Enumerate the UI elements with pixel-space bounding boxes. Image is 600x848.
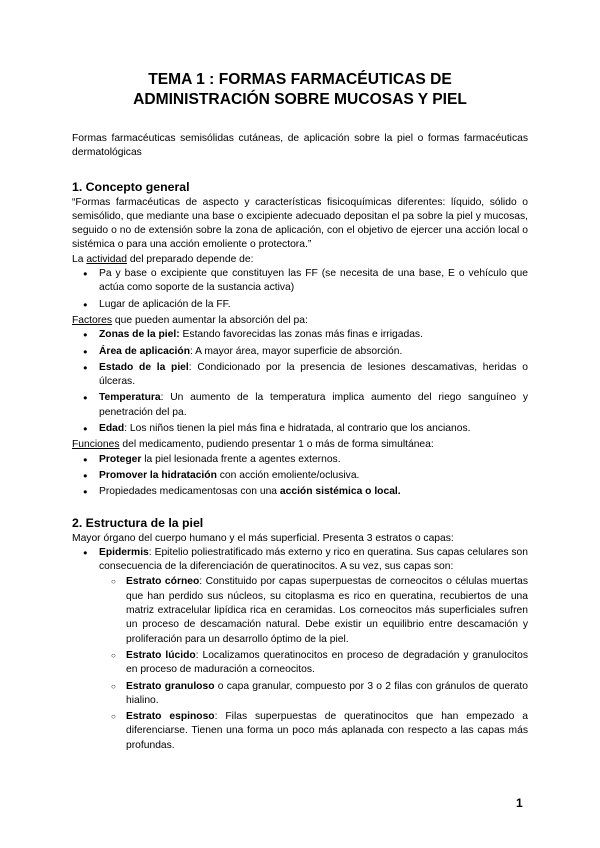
item-text: o capa granular, compuesto por 3 o 2 filas con gránulos de querato hialino. xyxy=(126,680,528,706)
item-term: Estrato granuloso xyxy=(126,680,215,692)
list-item xyxy=(72,469,528,483)
title-line-2: ADMINISTRACIÓN SOBRE MUCOSAS Y PIEL xyxy=(133,91,467,108)
item-term: Área de aplicación xyxy=(99,345,190,357)
list-item xyxy=(72,345,528,359)
intro-paragraph: Formas farmacéuticas semisólidas cutáneas, de aplicación sobre la piel o formas farmacéuticas dermatológicas xyxy=(72,133,528,159)
factores-list xyxy=(72,328,528,436)
list-item xyxy=(72,391,528,420)
list-item xyxy=(72,361,528,390)
list-item: ● Lugar de aplicación de la FF. xyxy=(72,298,528,312)
list-item xyxy=(72,485,528,499)
factores-post: que pueden aumentar la absorción del pa: xyxy=(112,314,308,326)
item-text: : Los niños tienen la piel más fina e hidratada, al contrario que los ancianos. xyxy=(124,423,471,435)
list-item xyxy=(72,453,528,467)
skin-layers-list xyxy=(72,546,528,753)
actividad-post: del preparado depende de: xyxy=(126,253,254,265)
epidermis-strata-list xyxy=(99,575,528,753)
item-term: Estrato córneo xyxy=(126,576,200,588)
factores-intro xyxy=(72,314,528,328)
item-term: Zonas de la piel: xyxy=(99,329,180,341)
item-text: la piel lesionada frente a agentes externos. xyxy=(141,453,341,465)
item-text: con acción emoliente/oclusiva. xyxy=(216,469,360,481)
item-text: : Filas superpuestas de queratinocitos que han empezado a diferenciarse. Tienen una forma un poco más aplanada con respecto a las capas más profundas. xyxy=(126,711,528,751)
item-text: Estando favorecidas las zonas más finas e irrigadas. xyxy=(179,329,423,341)
actividad-pre: La xyxy=(72,253,87,265)
list-item-epidermis xyxy=(72,546,528,753)
item-text: Propiedades medicamentosas con una xyxy=(99,486,280,498)
funciones-post: del medicamento, pudiendo presentar 1 o más de forma simultánea: xyxy=(119,439,434,451)
section-2-heading: 2. Estructura de la piel xyxy=(72,515,204,530)
list-item xyxy=(99,710,528,753)
section-1-heading: 1. Concepto general xyxy=(72,179,190,194)
item-text: : Localizamos queratinocitos en proceso de degradación y granulocitos en proceso de maduración a corneocitos. xyxy=(126,649,528,676)
item-text: : Un aumento de la temperatura implica aumento del riego sanguíneo y penetración del pa. xyxy=(99,392,528,418)
factores-term: Factores xyxy=(72,314,113,326)
document-title xyxy=(72,70,528,110)
item-term: Estado de la piel xyxy=(99,361,189,373)
funciones-term: Funciones xyxy=(72,439,120,451)
list-item xyxy=(72,328,528,342)
actividad-term: actividad xyxy=(86,253,127,265)
item-term: Estrato lúcido xyxy=(126,649,196,661)
funciones-list xyxy=(72,453,528,500)
item-term: Epidermis xyxy=(99,546,149,558)
item-term: Temperatura xyxy=(99,392,161,404)
funciones-intro xyxy=(72,438,528,452)
item-term: Estrato espinoso xyxy=(126,711,215,723)
actividad-list xyxy=(72,267,528,312)
item-term: acción sistémica o local. xyxy=(279,486,401,498)
section-2-intro: Mayor órgano del cuerpo humano y el más superficial. Presenta 3 estratos o capas: xyxy=(72,532,454,544)
page-content xyxy=(72,70,528,755)
item-text: : Condicionado por la presencia de lesiones descamativas, heridas o úlceras. xyxy=(99,361,528,388)
list-item xyxy=(99,575,528,646)
list-item: ● Pa y base o excipiente que constituyen las FF (se necesita de una base, E o vehículo que actúa como soporte de la sustancia activa) xyxy=(72,267,528,296)
item-text: : A mayor área, mayor superficie de absorción. xyxy=(190,345,403,357)
item-term: Proteger xyxy=(99,453,142,465)
item-text: : Constituido por capas superpuestas de corneocitos o células muertas que han perdido sus núcleos, su citoplasma es rico en queratina, recubiertos de una matriz extracelular lipídica rica en ceramidas. Los corneocitos más superficiales sufren un proceso de descamación natural. Debe existir un equilibrio entre descamación y proliferación para un desarrollo óptimo de la piel. xyxy=(126,576,528,645)
list-item xyxy=(99,649,528,678)
list-item xyxy=(72,422,528,436)
actividad-intro xyxy=(72,253,528,267)
item-term: Promover la hidratación xyxy=(99,469,217,481)
item-term: Edad xyxy=(99,423,125,435)
list-item xyxy=(99,680,528,709)
page-number: 1 xyxy=(516,796,523,810)
title-line-1: TEMA 1 : FORMAS FARMACÉUTICAS DE xyxy=(148,71,452,88)
item-text: : Epitelio poliestratificado más externo y rico en queratina. Sus capas celulares son consecuencia de la diferenciación de queratinocitos. A su vez, sus capas son: xyxy=(99,546,528,573)
definition-quote: “Formas farmacéuticas de aspecto y características fisicoquímicas diferentes: líquido, sólido o semisólido, que mediante una base o excipiente adecuado depositan el pa sobre la piel y mucosas, seguido o no de extensión sobre la zona de aplicación, con el objetivo de ejercer una acción local o sistémica o para una acción emoliente o protectora.” xyxy=(72,196,528,251)
